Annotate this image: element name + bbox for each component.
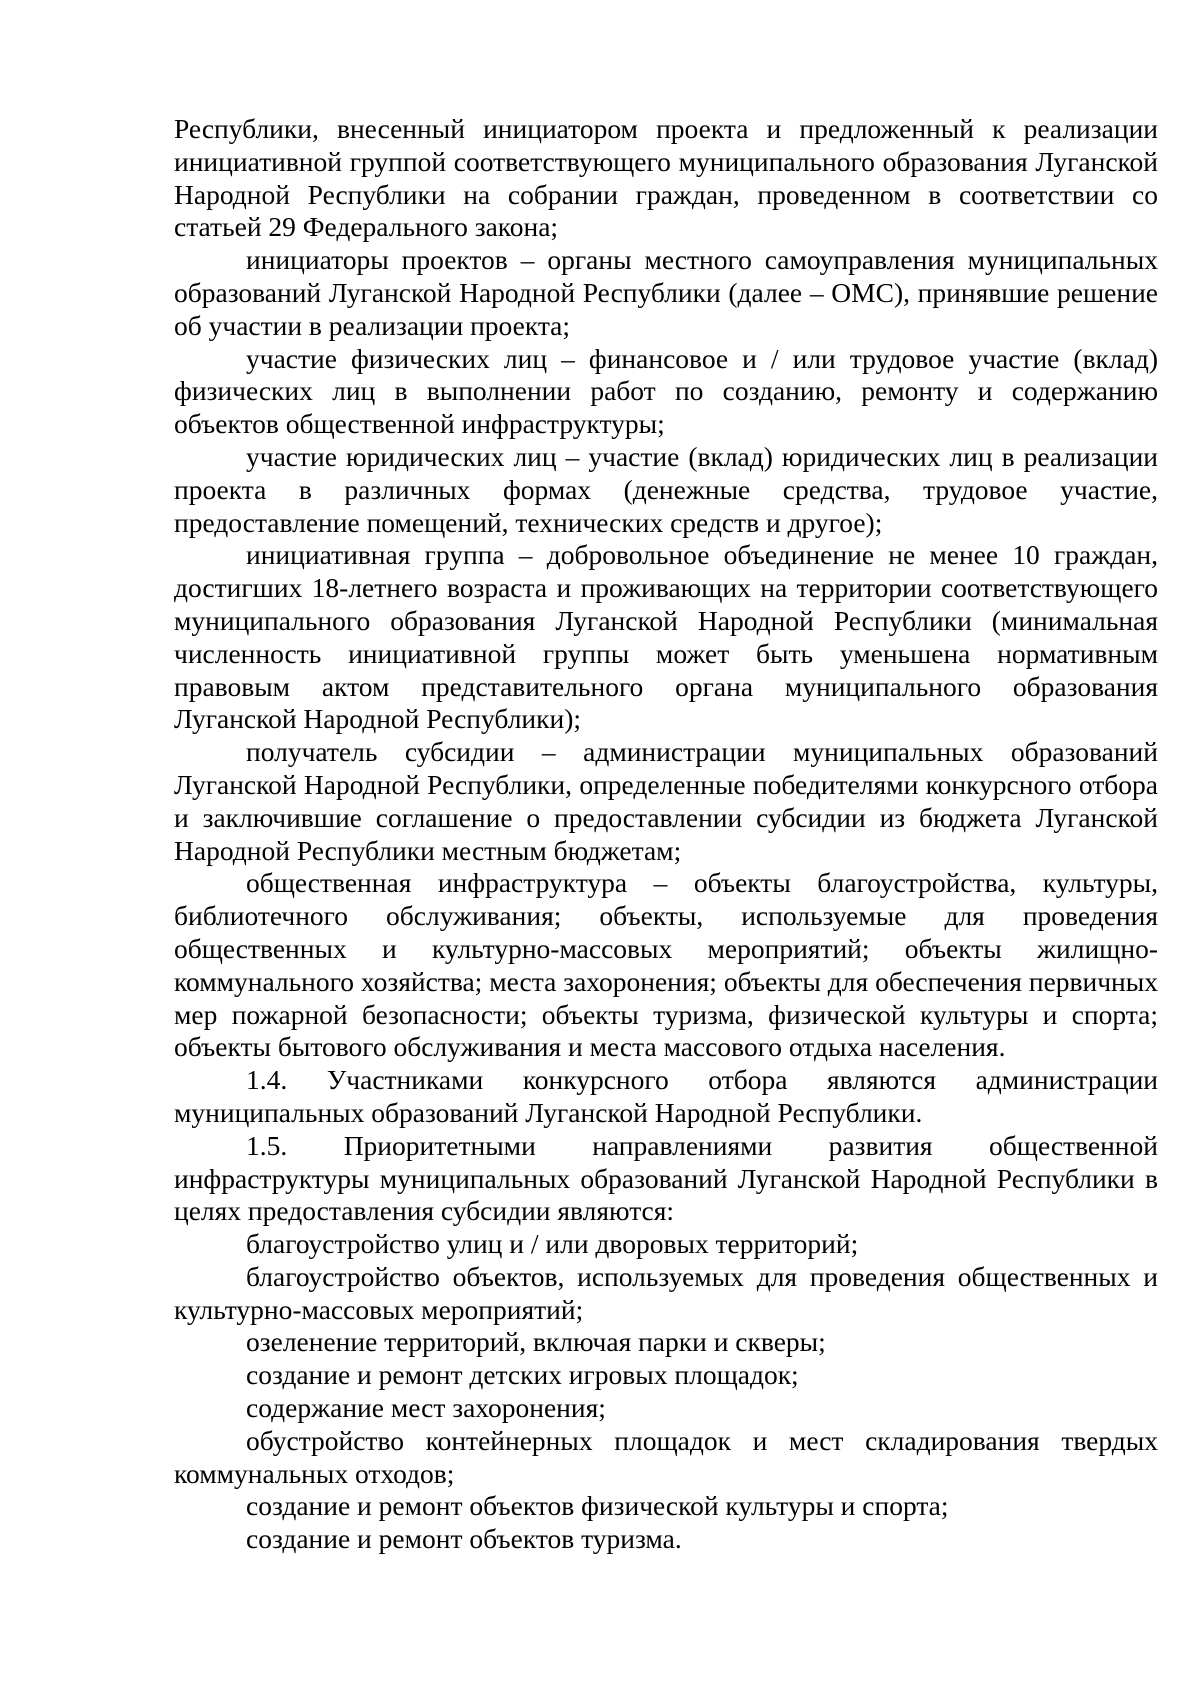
paragraph-project-initiators: инициаторы проектов – органы местного самоуправления муниципальных образований Луганской Народной Республики (далее – ОМС), принявшие решение об участии в реализации проекта; bbox=[174, 244, 1158, 341]
paragraph-clause-1-4: 1.4. Участниками конкурсного отбора являются администрации муниципальных образований Луганской Народной Республики. bbox=[174, 1064, 1158, 1128]
paragraph-subsidy-recipient: получатель субсидии – администрации муниципальных образований Луганской Народной Республики, определенные победителями конкурсного отбора и заключившие соглашение о предоставлении субсидии из бюджета Луганской Народной Республики местным бюджетам; bbox=[174, 736, 1158, 866]
document-page bbox=[174, 113, 1158, 1556]
paragraph-clause-1-5: 1.5. Приоритетными направлениями развития общественной инфраструктуры муниципальных образований Луганской Народной Республики в целях предоставления субсидии являются: bbox=[174, 1129, 1158, 1227]
list-item-tourism-objects: создание и ремонт объектов туризма. bbox=[246, 1523, 682, 1555]
list-item-playgrounds: создание и ремонт детских игровых площадок; bbox=[246, 1359, 799, 1391]
list-item-burial-places: содержание мест захоронения; bbox=[246, 1392, 606, 1424]
list-item-sports-objects: создание и ремонт объектов физической культуры и спорта; bbox=[246, 1490, 949, 1522]
list-item-greening: озеленение территорий, включая парки и скверы; bbox=[246, 1326, 826, 1358]
paragraph-continuation: Республики, внесенный инициатором проекта и предложенный к реализации инициативной группой соответствующего муниципального образования Луганской Народной Республики на собрании граждан, проведенном в соответствии со статьей 29 Федерального закона; bbox=[174, 113, 1158, 243]
list-item-streets-improvement: благоустройство улиц и / или дворовых территорий; bbox=[246, 1228, 859, 1260]
paragraph-individuals-participation: участие физических лиц – финансовое и / или трудовое участие (вклад) физических лиц в выполнении работ по созданию, ремонту и содержанию объектов общественной инфраструктуры; bbox=[174, 342, 1158, 440]
list-item-public-events-objects: благоустройство объектов, используемых для проведения общественных и культурно-массовых мероприятий; bbox=[174, 1260, 1158, 1325]
paragraph-initiative-group: инициативная группа – добровольное объединение не менее 10 граждан, достигших 18-летнего возраста и проживающих на территории соответствующего муниципального образования Луганской Народной Республики (минимальная численность инициативной группы может быть уменьшена нормативным правовым актом представительного органа муниципального образования Луганской Народной Республики); bbox=[174, 539, 1158, 735]
paragraph-public-infrastructure: общественная инфраструктура – объекты благоустройства, культуры, библиотечного обслуживания; объекты, используемые для проведения общественных и культурно-массовых мероприятий; объекты жилищно-коммунального хозяйства; места захоронения; объекты для обеспечения первичных мер пожарной безопасности; объекты туризма, физической культуры и спорта; объекты бытового обслуживания и места массового отдыха населения. bbox=[174, 867, 1158, 1063]
paragraph-legal-entities-participation: участие юридических лиц – участие (вклад) юридических лиц в реализации проекта в различных формах (денежные средства, трудовое участие, предоставление помещений, технических средств и другое); bbox=[174, 440, 1158, 538]
list-item-waste-sites: обустройство контейнерных площадок и мест складирования твердых коммунальных отходов; bbox=[174, 1424, 1158, 1489]
